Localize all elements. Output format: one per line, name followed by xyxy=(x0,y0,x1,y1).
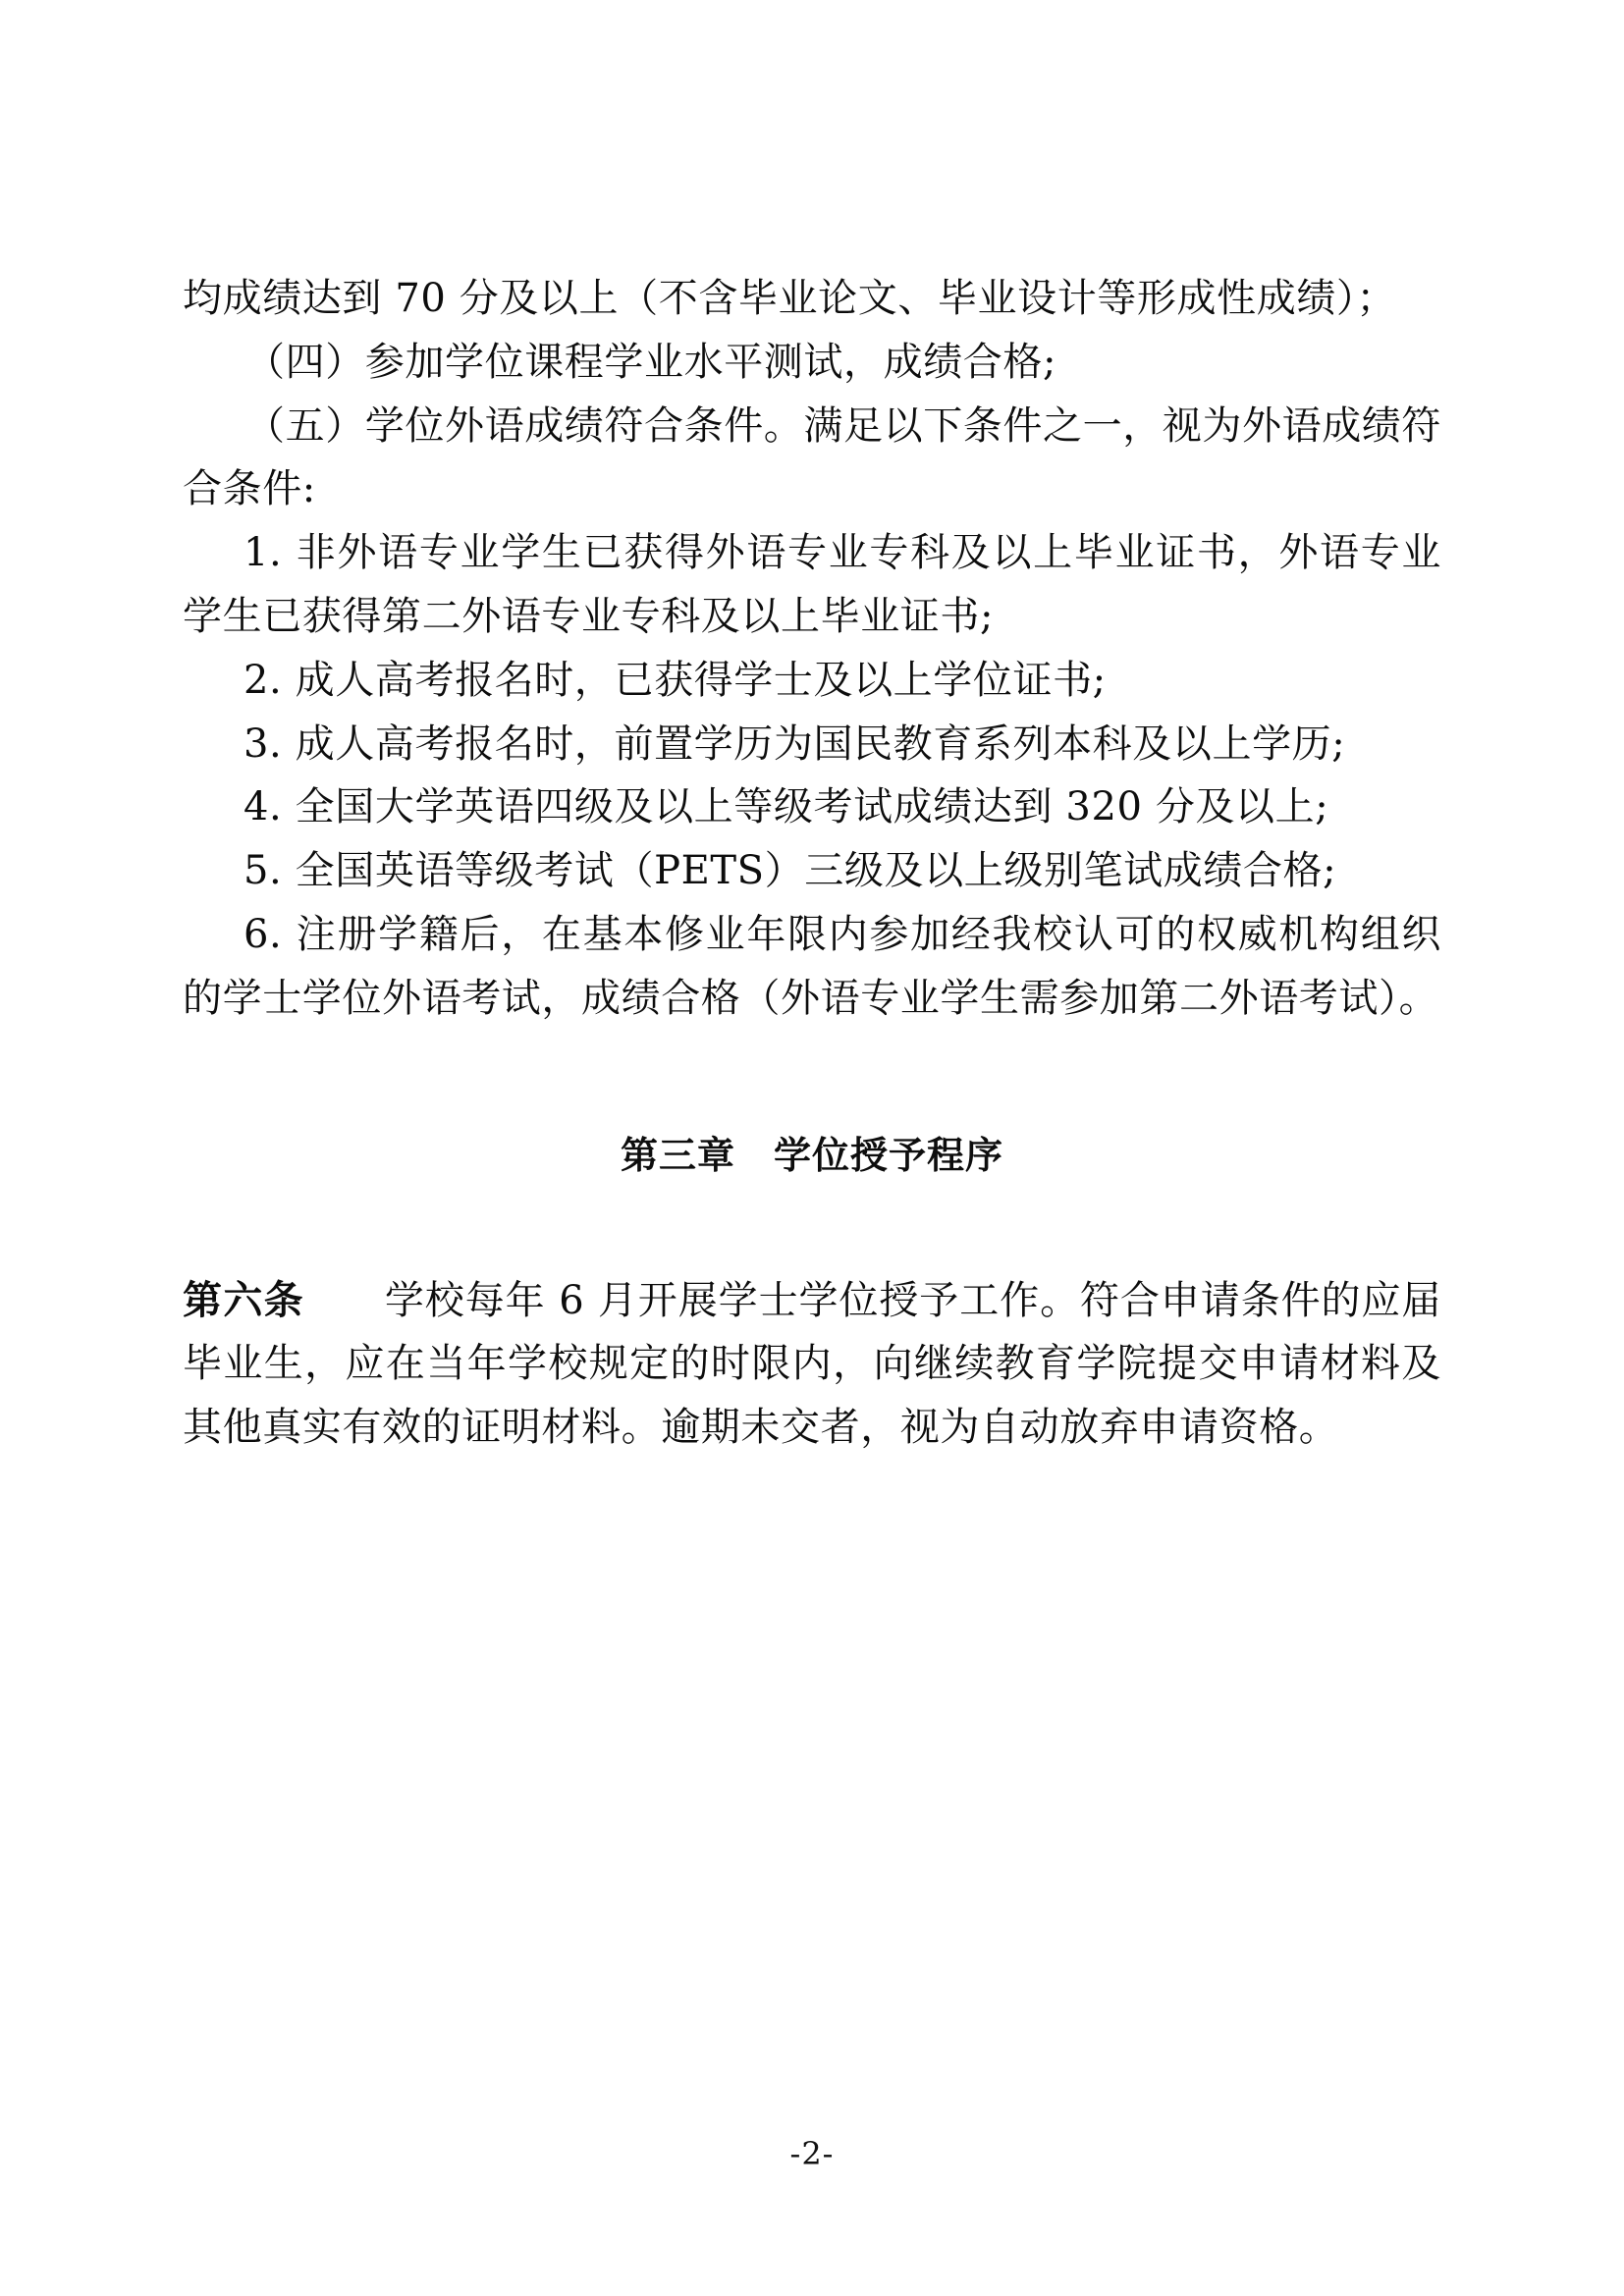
paragraph-sub-2: 2. 成人高考报名时，已获得学士及以上学位证书; xyxy=(244,657,1107,703)
paragraph-sub-4: 4. 全国大学英语四级及以上等级考试成绩达到 320 分及以上; xyxy=(244,784,1329,830)
paragraph-sub-6: 6. 注册学籍后，在基本修业年限内参加经我校认可的权威机构组织的学士学位外语考试，成绩合格（外语专业学生需参加第二外语考试）。 xyxy=(183,911,1441,1021)
paragraph-continued: 均成绩达到 70 分及以上（不含毕业论文、毕业设计等形成性成绩）； xyxy=(183,276,1397,321)
paragraph-item-4: （四）参加学位课程学业水平测试，成绩合格; xyxy=(245,339,1057,385)
paragraph-sub-3: 3. 成人高考报名时，前置学历为国民教育系列本科及以上学历; xyxy=(244,721,1346,767)
paragraph-sub-1: 1. 非外语专业学生已获得外语专业专科及以上毕业证书，外语专业学生已获得第二外语专业专科及以上毕业证书; xyxy=(183,530,1441,639)
article-body: 学校每年 6 月开展学士学位授予工作。符合申请条件的应届毕业生，应在当年学校规定的时限内，向继续教育学院提交申请材料及其他真实有效的证明材料。逾期未交者，视为自动放弃申请资格。 xyxy=(183,1277,1442,1451)
page-body xyxy=(183,267,1441,1460)
paragraph-item-5: （五）学位外语成绩符合条件。满足以下条件之一，视为外语成绩符合条件: xyxy=(183,402,1441,512)
article-paragraph xyxy=(183,1269,1441,1460)
chapter-heading: 第三章 学位授予程序 xyxy=(620,1133,1003,1177)
spacer-above-chapter xyxy=(183,1031,1441,1125)
paragraph-sub-5: 5. 全国英语等级考试（PETS）三级及以上级别笔试成绩合格; xyxy=(244,848,1337,894)
page-number: -2- xyxy=(789,2135,835,2172)
article-label: 第六条 xyxy=(183,1277,304,1323)
spacer-below-chapter xyxy=(183,1179,1441,1269)
